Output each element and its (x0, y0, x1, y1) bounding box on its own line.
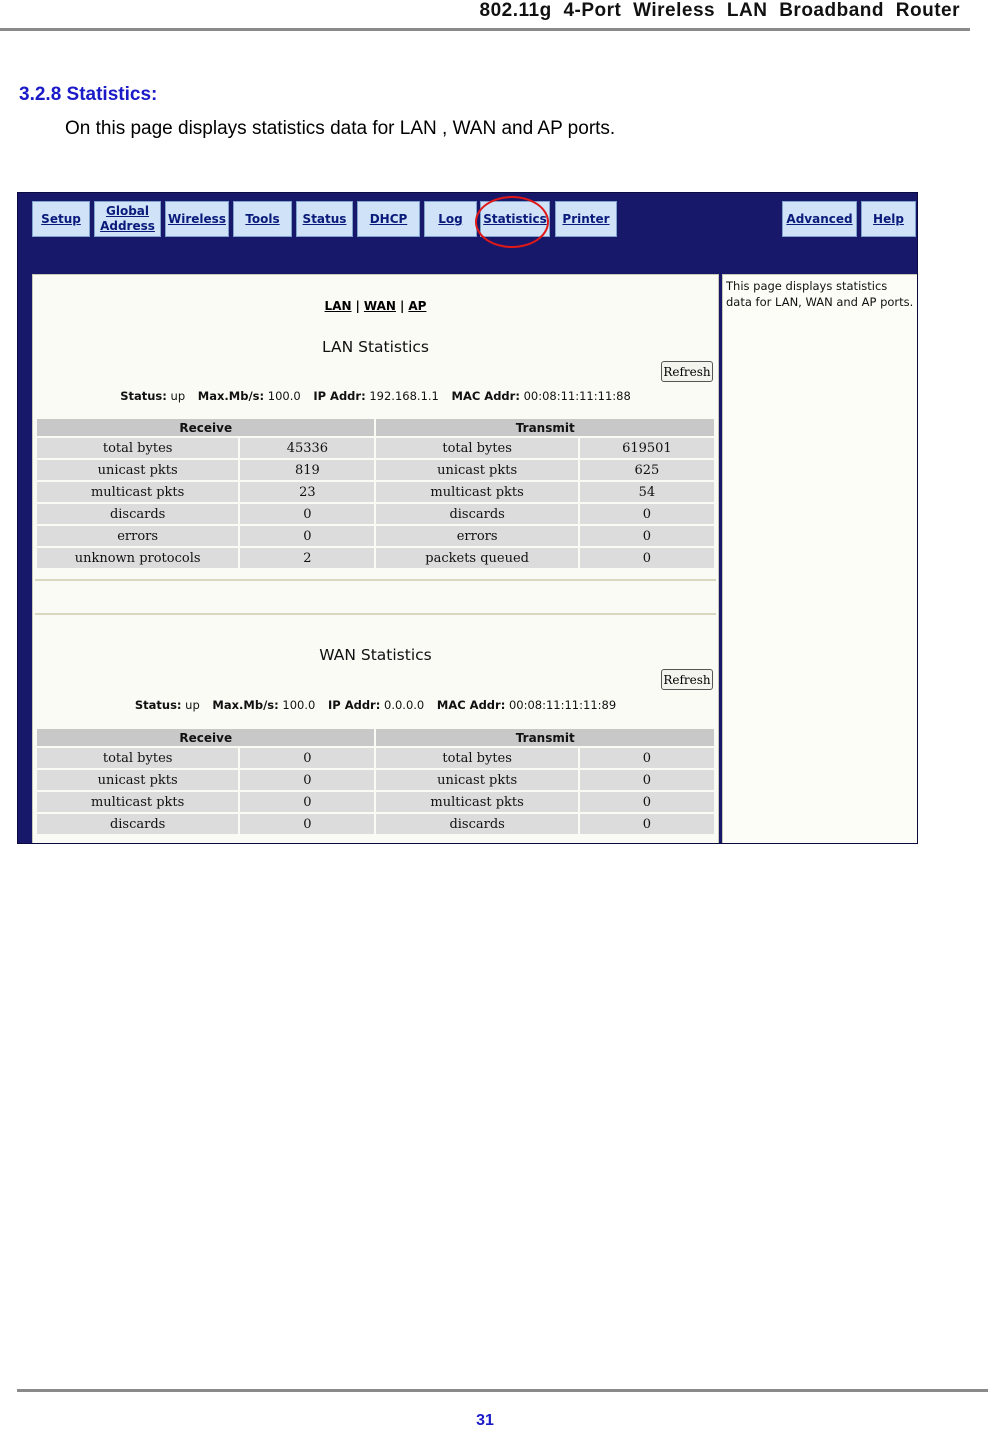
subnav-ap-link[interactable]: AP (408, 299, 427, 313)
nav-wireless-button[interactable]: Wireless (165, 201, 229, 237)
wan-receive-header: Receive (37, 729, 374, 746)
wan-status-line (33, 698, 718, 712)
receive-label-cell: multicast pkts (37, 792, 238, 812)
wan-status-label: Status: (134, 698, 182, 712)
content-panel (32, 274, 719, 844)
subnav-links (33, 299, 718, 313)
lan-stats-table (35, 417, 716, 570)
transmit-label-cell: total bytes (376, 748, 577, 768)
receive-value-cell: 0 (240, 504, 374, 524)
receive-label-cell: discards (37, 504, 238, 524)
nav-printer-button[interactable]: Printer (555, 201, 617, 237)
transmit-value-cell: 0 (580, 770, 714, 790)
table-row (37, 770, 714, 790)
receive-value-cell: 0 (240, 748, 374, 768)
receive-label-cell: total bytes (37, 438, 238, 458)
subnav-separator: | (355, 299, 360, 313)
nav-advanced-button[interactable]: Advanced (782, 201, 857, 237)
receive-label-cell: unicast pkts (37, 770, 238, 790)
transmit-value-cell: 54 (580, 482, 714, 502)
subnav-wan-link[interactable]: WAN (363, 299, 396, 313)
lan-mac-label: MAC Addr: (451, 389, 520, 403)
receive-label-cell: total bytes (37, 748, 238, 768)
lan-receive-header: Receive (37, 419, 374, 436)
lan-status-line (33, 389, 718, 403)
wan-statistics-title: WAN Statistics (319, 646, 432, 664)
transmit-label-cell: packets queued (376, 548, 577, 568)
wan-maxmbs-value: 100.0 (282, 698, 316, 712)
lan-status-label: Status: (120, 389, 167, 403)
table-row (37, 504, 714, 524)
wan-transmit-header: Transmit (376, 729, 714, 746)
lan-refresh-button[interactable]: Refresh (661, 361, 713, 382)
wan-maxmbs-label: Max.Mb/s: (212, 698, 279, 712)
nav-statistics-button[interactable]: Statistics (480, 201, 550, 237)
transmit-value-cell: 0 (580, 792, 714, 812)
nav-global-address-button[interactable] (94, 201, 161, 237)
header-rule (0, 28, 970, 31)
table-row (37, 482, 714, 502)
transmit-value-cell: 0 (580, 504, 714, 524)
receive-value-cell: 0 (240, 526, 374, 546)
transmit-value-cell: 0 (580, 814, 714, 834)
receive-label-cell: unknown protocols (37, 548, 238, 568)
lan-ip-value: 192.168.1.1 (369, 389, 439, 403)
section-heading: 3.2.8 Statistics: (19, 84, 158, 105)
receive-value-cell: 2 (240, 548, 374, 568)
table-row (37, 748, 714, 768)
table-row (37, 438, 714, 458)
table-row (37, 548, 714, 568)
wan-mac-label: MAC Addr: (436, 698, 506, 712)
lan-mac-value: 00:08:11:11:11:88 (523, 389, 631, 403)
table-row (37, 460, 714, 480)
lan-status-value: up (170, 389, 186, 403)
document-header (0, 0, 970, 32)
lan-statistics-title: LAN Statistics (322, 338, 429, 356)
table-row (37, 792, 714, 812)
nav-help-button[interactable]: Help (861, 201, 916, 237)
receive-label-cell: errors (37, 526, 238, 546)
lan-maxmbs-value: 100.0 (267, 389, 301, 403)
receive-label-cell: discards (37, 814, 238, 834)
table-row (37, 526, 714, 546)
transmit-label-cell: unicast pkts (376, 460, 577, 480)
transmit-label-cell: multicast pkts (376, 792, 577, 812)
transmit-value-cell: 0 (580, 548, 714, 568)
receive-label-cell: multicast pkts (37, 482, 238, 502)
wan-mac-value: 00:08:11:11:11:89 (508, 698, 617, 712)
lan-maxmbs-label: Max.Mb/s: (197, 389, 265, 403)
section-description: On this page displays statistics data for LAN , WAN and AP ports. (65, 118, 616, 139)
wan-stats-table (35, 727, 716, 836)
transmit-label-cell: errors (376, 526, 577, 546)
section-divider (35, 579, 716, 581)
wan-status-value: up (185, 698, 200, 712)
receive-value-cell: 45336 (240, 438, 374, 458)
transmit-label-cell: discards (376, 504, 577, 524)
receive-value-cell: 23 (240, 482, 374, 502)
transmit-label-cell: discards (376, 814, 577, 834)
transmit-label-cell: unicast pkts (376, 770, 577, 790)
nav-dhcp-button[interactable]: DHCP (357, 201, 420, 237)
transmit-label-cell: total bytes (376, 438, 577, 458)
table-row (37, 814, 714, 834)
lan-ip-label: IP Addr: (313, 389, 366, 403)
receive-value-cell: 0 (240, 792, 374, 812)
router-ui-screenshot (17, 192, 918, 844)
subnav-lan-link[interactable]: LAN (324, 299, 352, 313)
document-title: 802.11g 4-Port Wireless LAN Broadband Router (479, 0, 960, 21)
wan-ip-value: 0.0.0.0 (384, 698, 425, 712)
nav-status-button[interactable]: Status (296, 201, 353, 237)
subnav-separator: | (399, 299, 405, 313)
nav-log-button[interactable]: Log (424, 201, 477, 237)
wan-refresh-button[interactable]: Refresh (661, 669, 713, 690)
transmit-value-cell: 0 (580, 748, 714, 768)
receive-value-cell: 819 (240, 460, 374, 480)
transmit-label-cell: multicast pkts (376, 482, 577, 502)
nav-setup-button[interactable]: Setup (32, 201, 90, 237)
transmit-value-cell: 625 (580, 460, 714, 480)
wan-ip-label: IP Addr: (327, 698, 381, 712)
receive-value-cell: 0 (240, 770, 374, 790)
help-panel: This page displays statistics data for LAN, WAN and AP ports. (722, 274, 918, 844)
lan-transmit-header: Transmit (376, 419, 714, 436)
section-divider (35, 613, 716, 615)
nav-global-label-line1: Global (105, 204, 149, 218)
transmit-value-cell: 0 (580, 526, 714, 546)
nav-global-label-line2: Address (100, 219, 155, 233)
receive-label-cell: unicast pkts (37, 460, 238, 480)
page-number: 31 (476, 1412, 494, 1429)
transmit-value-cell: 619501 (580, 438, 714, 458)
nav-tools-button[interactable]: Tools (233, 201, 292, 237)
footer-rule (17, 1389, 988, 1392)
receive-value-cell: 0 (240, 814, 374, 834)
